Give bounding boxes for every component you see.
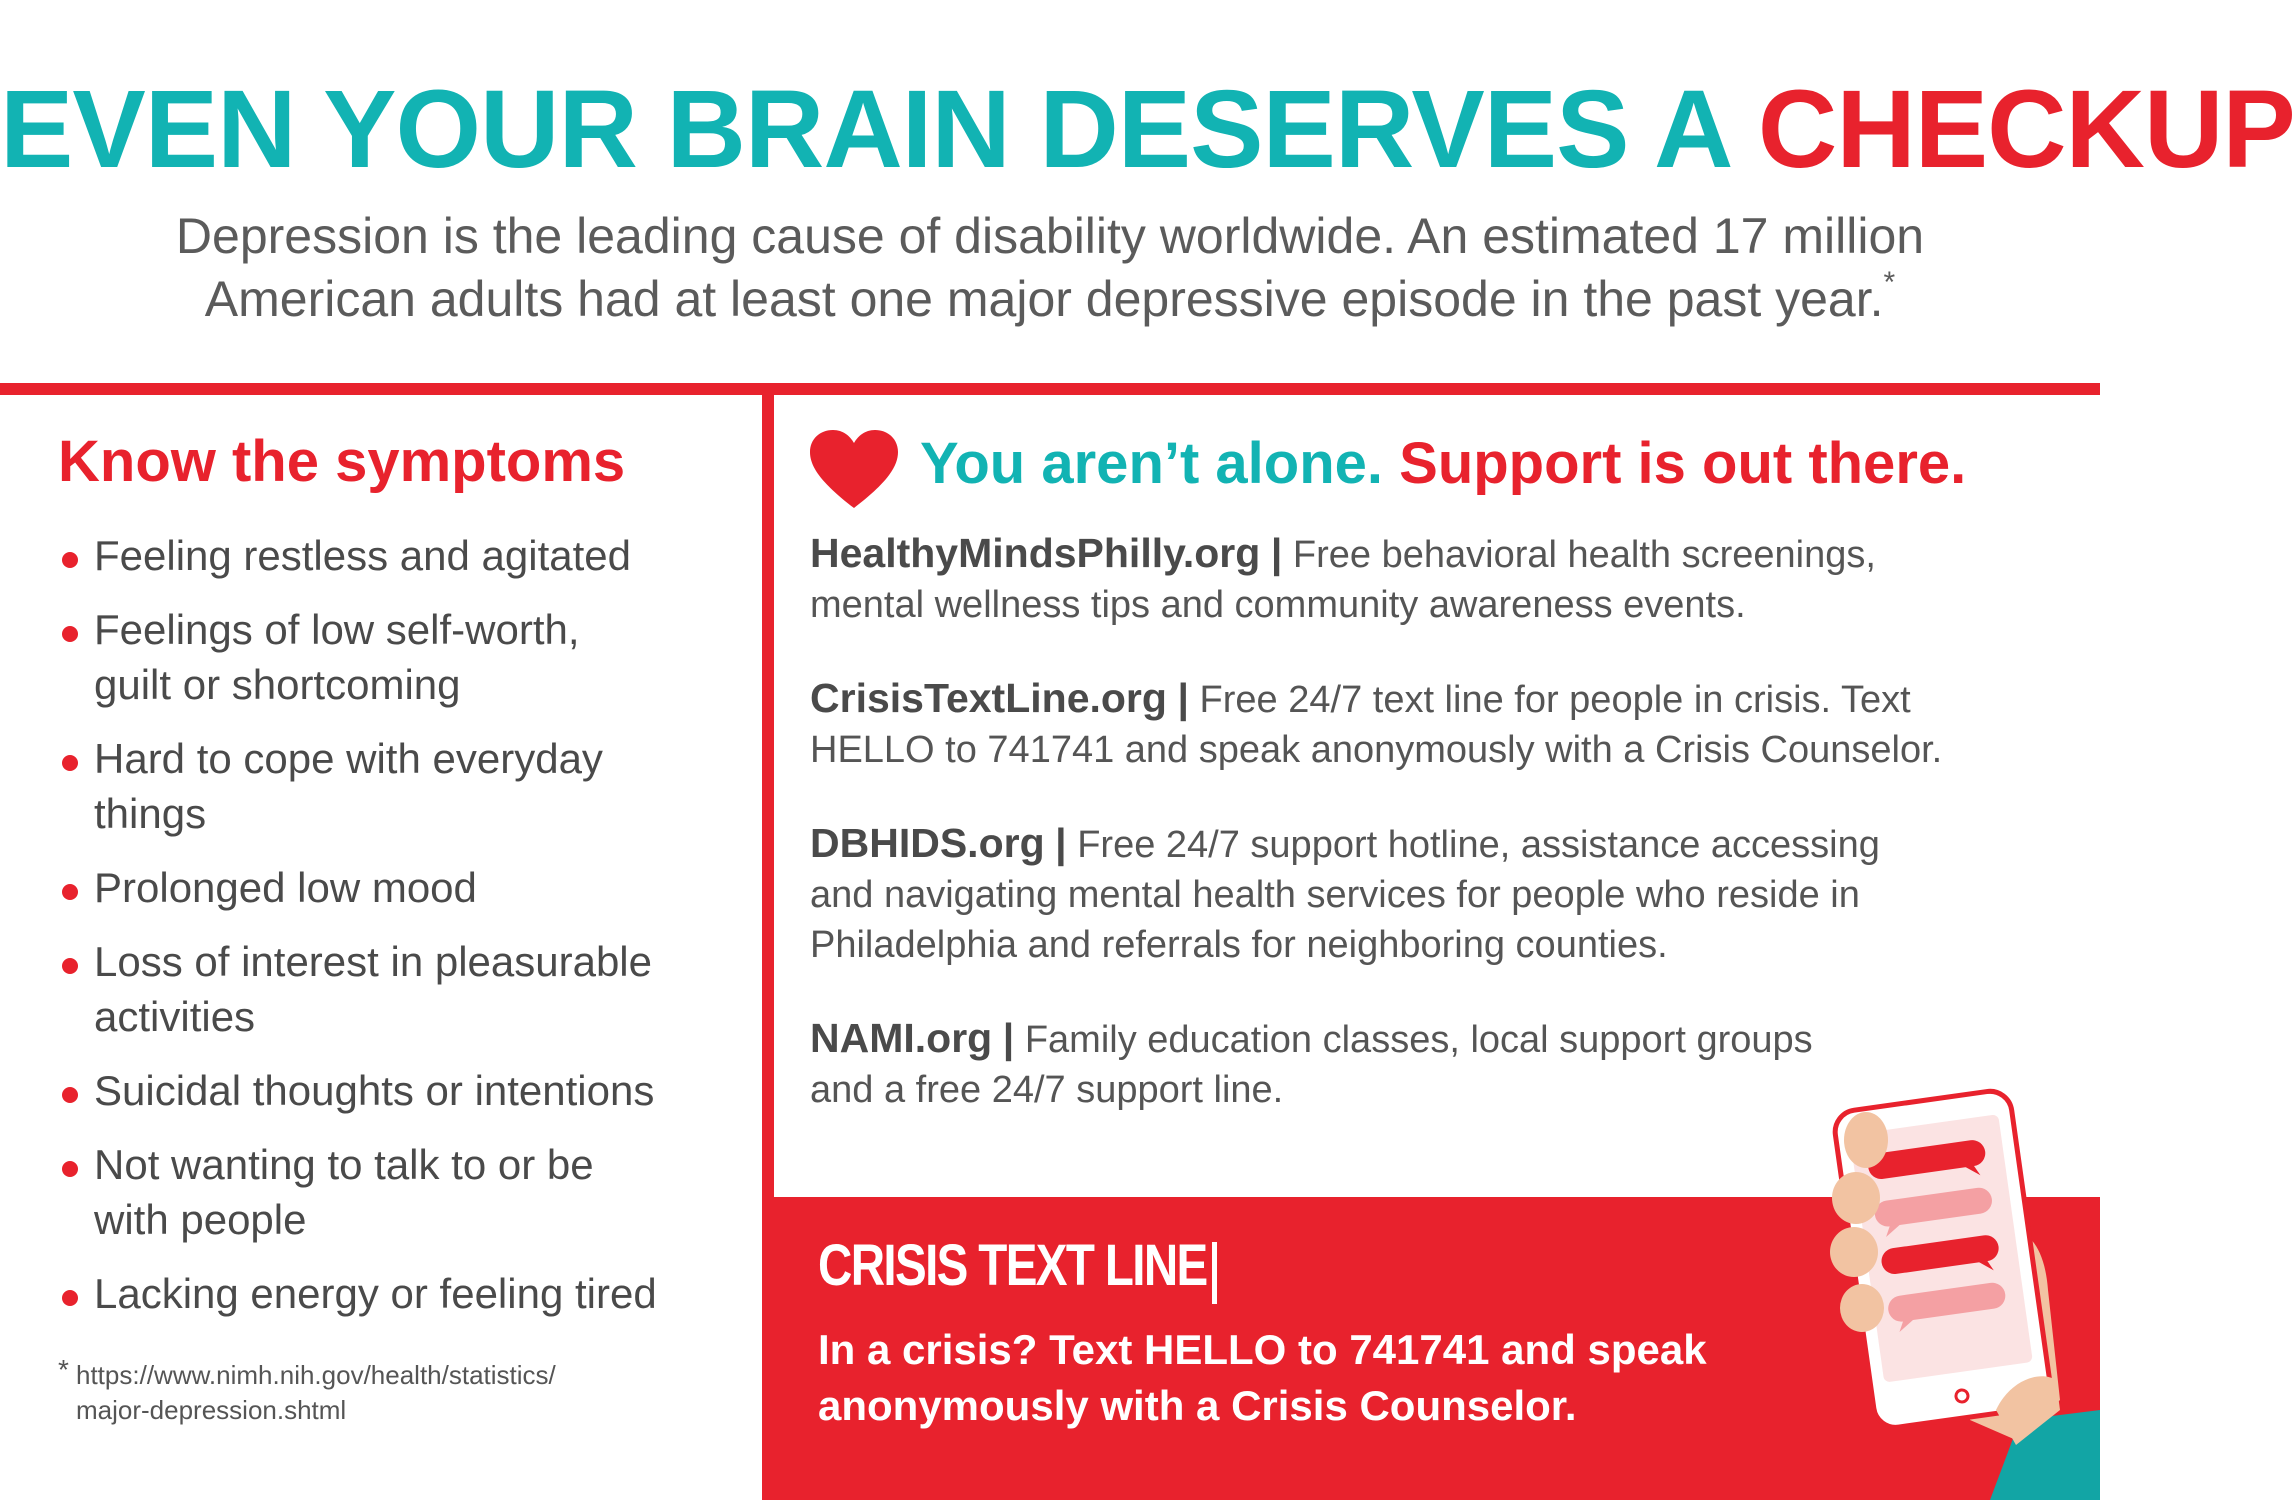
footnote-url-line-2[interactable]: major-depression.shtml	[76, 1395, 347, 1425]
title-main: EVEN YOUR BRAIN DESERVES A	[0, 68, 1729, 191]
resource-desc-line-2: and navigating mental health services for people who reside in	[810, 874, 1860, 916]
bullet-icon	[62, 958, 78, 974]
resource-desc-line-2: mental wellness tips and community awareness events.	[810, 584, 1746, 626]
resource-item	[810, 528, 2010, 630]
resource-link-dbhids[interactable]: DBHIDS.org	[810, 820, 1045, 866]
list-item: Lacking energy or feeling tired	[60, 1266, 750, 1321]
intro-line-1: Depression is the leading cause of disability worldwide. An estimated 17 million	[175, 208, 1925, 264]
phone-in-hand-illustration	[1820, 1080, 2100, 1500]
resource-item	[810, 673, 2010, 775]
logo-divider	[1212, 1242, 1217, 1304]
bullet-icon	[62, 755, 78, 771]
list-item: Feeling restless and agitated	[60, 528, 750, 583]
resource-link-healthymindsphilly[interactable]: HealthyMindsPhilly.org	[810, 530, 1261, 576]
list-item: Prolonged low mood	[60, 860, 750, 915]
bullet-icon	[62, 1290, 78, 1306]
page-title	[0, 68, 2295, 191]
resource-desc-line-1: Free 24/7 support hotline, assistance accessing	[1077, 824, 1880, 866]
list-item: Hard to cope with everyday things	[60, 731, 750, 841]
resource-list	[810, 528, 2010, 1158]
resource-desc-line-1: Free 24/7 text line for people in crisis. Text	[1199, 679, 1911, 721]
resource-item	[810, 818, 2010, 970]
bullet-icon	[62, 626, 78, 642]
resource-separator: |	[1055, 820, 1067, 866]
finger-shape	[1844, 1112, 1888, 1168]
intro-text	[130, 205, 1970, 331]
footnote-star: *	[58, 1354, 69, 1385]
crisis-message-line-2: anonymously with a Crisis Counselor.	[818, 1382, 1577, 1429]
resource-link-nami[interactable]: NAMI.org	[810, 1015, 993, 1061]
list-item: Loss of interest in pleasurable activities	[60, 934, 750, 1044]
source-footnote	[58, 1354, 698, 1428]
heart-icon	[810, 430, 898, 510]
resource-desc-line-2: HELLO to 741741 and speak anonymously with a Crisis Counselor.	[810, 729, 1943, 771]
support-heading-part-1: You aren’t alone.	[920, 431, 1384, 496]
resource-separator: |	[1177, 675, 1189, 721]
crisis-message	[818, 1322, 1738, 1434]
bullet-icon	[62, 1087, 78, 1103]
resource-separator: |	[1270, 530, 1283, 576]
crisis-message-line-1: In a crisis? Text HELLO to 741741 and speak	[818, 1326, 1707, 1373]
list-item: Suicidal thoughts or intentions	[60, 1063, 750, 1118]
intro-line-2: American adults had at least one major depressive episode in the past year.*	[204, 266, 1896, 327]
list-item: Feelings of low self-worth, guilt or shortcoming	[60, 602, 750, 712]
horizontal-divider	[0, 383, 2100, 395]
symptoms-heading: Know the symptoms	[58, 429, 626, 494]
footnote-url-line-1[interactable]: https://www.nimh.nih.gov/health/statistics/	[76, 1360, 556, 1390]
resource-link-crisistextline[interactable]: CrisisTextLine.org	[810, 675, 1167, 721]
list-item: Not wanting to talk to or be with people	[60, 1137, 750, 1247]
crisis-text-line-logo: CRISIS TEXT LINE	[818, 1233, 1207, 1298]
finger-shape	[1832, 1172, 1880, 1224]
resource-desc-line-1: Free behavioral health screenings,	[1292, 534, 1876, 576]
resource-separator: |	[1002, 1015, 1015, 1061]
resource-desc-line-3: Philadelphia and referrals for neighboring counties.	[810, 924, 1668, 966]
footnote-marker: *	[1883, 266, 1896, 299]
bullet-icon	[62, 552, 78, 568]
resource-desc-line-1: Family education classes, local support groups	[1024, 1019, 1813, 1061]
bullet-icon	[62, 884, 78, 900]
title-accent: CHECKUP	[1757, 68, 2295, 191]
support-heading-part-2: Support is out there.	[1399, 431, 1967, 496]
bullet-icon	[62, 1161, 78, 1177]
resource-desc-line-2: and a free 24/7 support line.	[810, 1069, 1284, 1111]
support-heading	[920, 430, 1966, 497]
symptoms-list	[60, 528, 750, 1340]
finger-shape	[1830, 1227, 1878, 1277]
finger-shape	[1840, 1284, 1884, 1332]
